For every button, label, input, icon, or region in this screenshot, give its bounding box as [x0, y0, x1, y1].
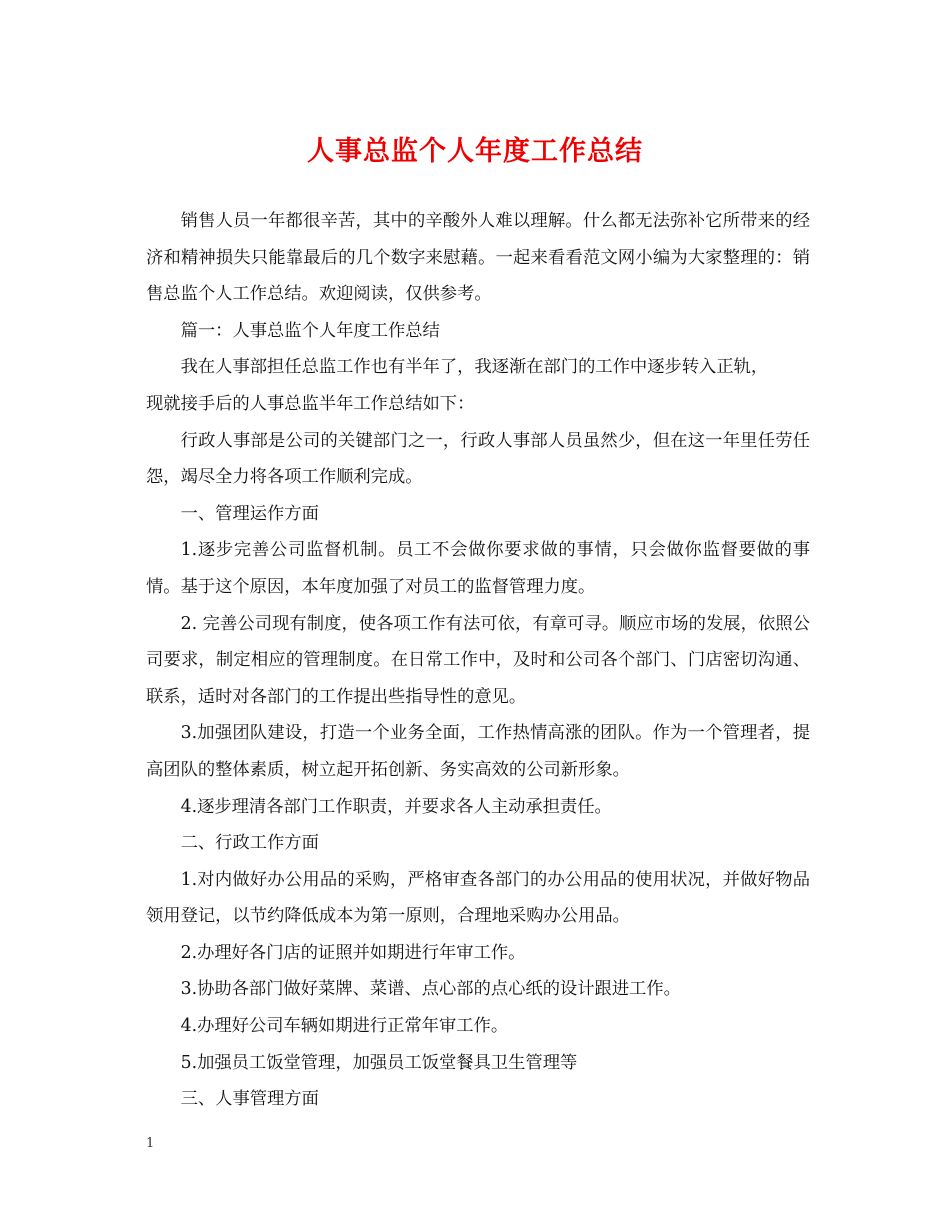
- list-item-administration-1: 1.对内做好办公用品的采购，严格审查各部门的办公用品的使用状况，并做好物品领用登记，以节约降低成本为第一原则，合理地采购办公用品。: [146, 869, 810, 927]
- list-item-management-1: 1.逐步完善公司监督机制。员工不会做你要求做的事情，只会做你监督要做的事情。基于这个原因，本年度加强了对员工的监督管理力度。: [146, 540, 810, 597]
- list-item-administration-2: 2.办理好各门店的证照并如期进行年审工作。: [180, 942, 526, 963]
- section-heading-management: 一、管理运作方面: [180, 503, 319, 524]
- page-number: 1: [146, 1136, 155, 1151]
- list-item-management-3: 3.加强团队建设，打造一个业务全面，工作热情高涨的团队。作为一个管理者，提高团队的整体素质，树立起开拓创新、务实高效的公司新形象。: [146, 723, 810, 780]
- list-item-management-2: 2. 完善公司现有制度，使各项工作有法可依，有章可寻。顺应市场的发展，依照公司要求，制定相应的管理制度。在日常工作中，及时和公司各个部门、门店密切沟通、联系，适时对各部门的工作提出些指导性的意见。: [146, 613, 810, 707]
- list-item-administration-5: 5.加强员工饭堂管理，加强员工饭堂餐具卫生管理等: [180, 1052, 578, 1073]
- section-heading-administration: 二、行政工作方面: [180, 833, 319, 854]
- list-item-administration-3: 3.协助各部门做好菜牌、菜谱、点心部的点心纸的设计跟进工作。: [180, 979, 681, 1000]
- paragraph-part-one-heading: 篇一：人事总监个人年度工作总结: [180, 320, 440, 341]
- list-item-management-4: 4.逐步理清各部门工作职责，并要求各人主动承担责任。: [180, 796, 612, 817]
- list-item-administration-4: 4.办理好公司车辆如期进行正常年审工作。: [180, 1016, 509, 1037]
- paragraph-department: 行政人事部是公司的关键部门之一，行政人事部人员虽然少，但在这一年里任劳任怨，竭尽全力将各项工作顺利完成。: [146, 430, 810, 488]
- page-title: 人事总监个人年度工作总结: [307, 136, 643, 167]
- paragraph-intro: 销售人员一年都很辛苦，其中的辛酸外人难以理解。什么都无法弥补它所带来的经济和精神损失只能靠最后的几个数字来慰藉。一起来看看范文网小编为大家整理的：销售总监个人工作总结。欢迎阅读，仅供参考。: [146, 211, 810, 305]
- section-heading-personnel: 三、人事管理方面: [180, 1089, 319, 1110]
- paragraph-tenure: 我在人事部担任总监工作也有半年了，我逐渐在部门的工作中逐步转入正轨，: [180, 357, 769, 378]
- document-body: [146, 203, 810, 1118]
- paragraph-summary-lead: 现就接手后的人事总监半年工作总结如下：: [146, 393, 475, 414]
